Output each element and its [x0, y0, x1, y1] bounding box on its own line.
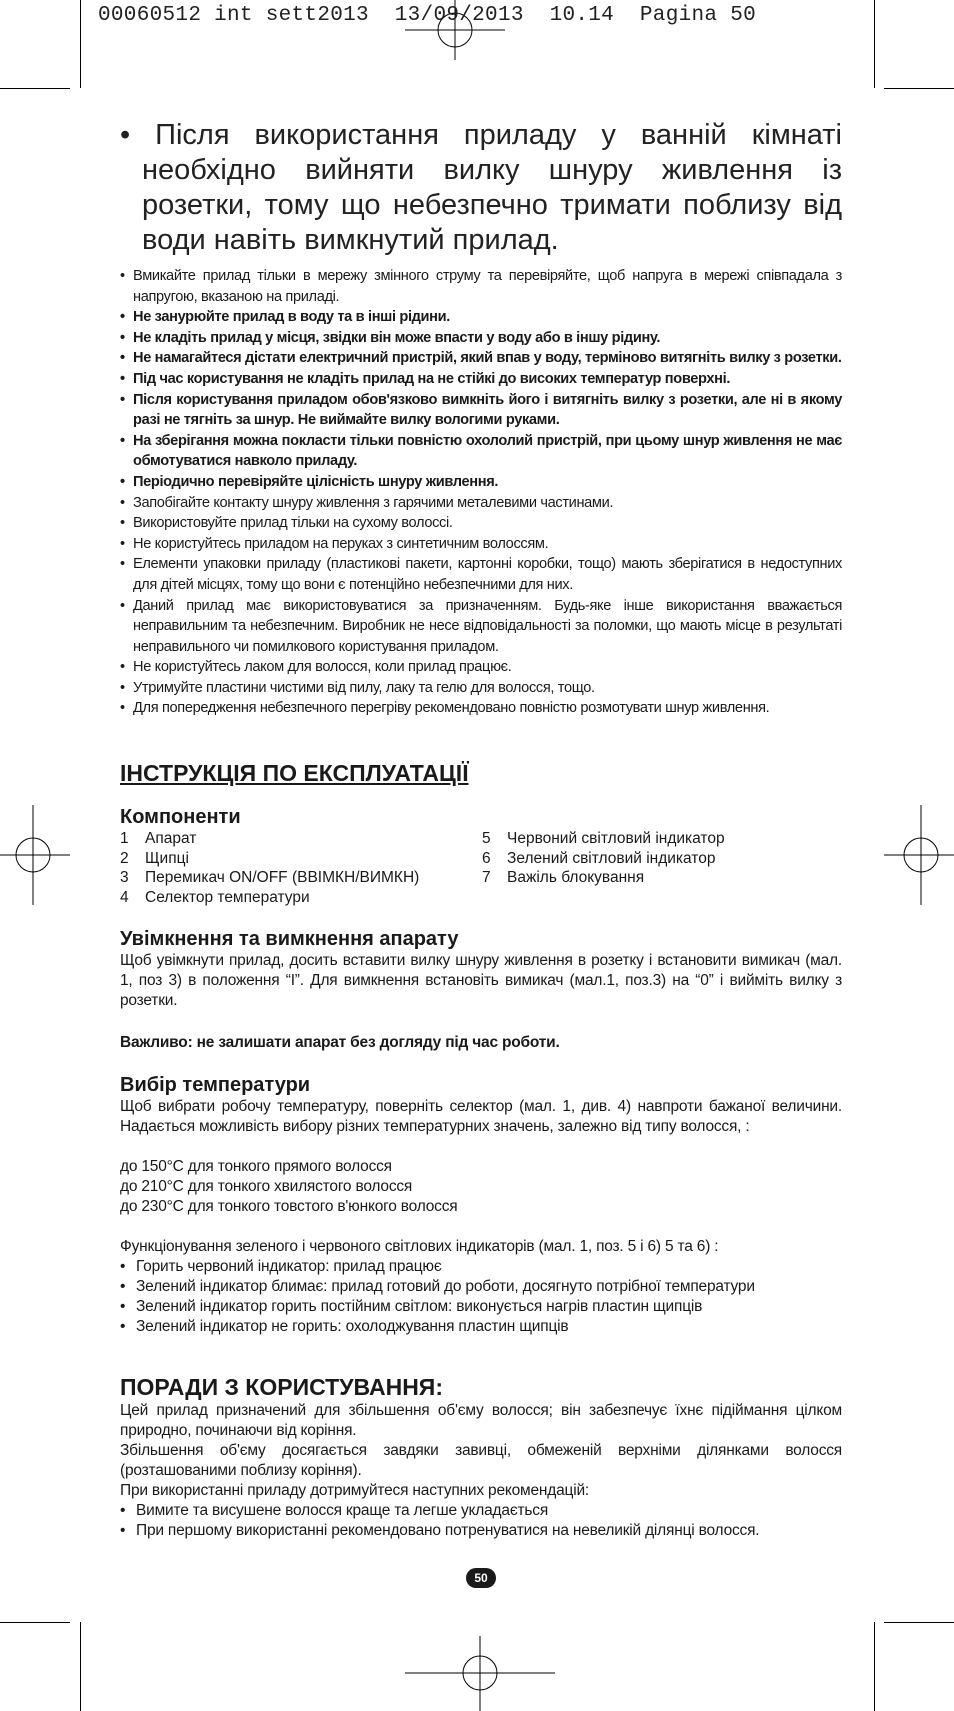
- safety-item: • Під час користування не кладіть прилад на не стійкі до високих температур поверхні.: [120, 369, 842, 390]
- safety-item: • Не намагайтеся дістати електричний пристрій, який впав у воду, терміново витягніть вилку з розетки.: [120, 348, 842, 369]
- component-label: Селектор температури: [145, 888, 310, 906]
- component-item: [120, 829, 482, 849]
- component-number: 6: [482, 849, 491, 867]
- component-number: 5: [482, 830, 491, 848]
- crop-mark-bottom-left-h: [0, 1622, 70, 1623]
- print-header: 00060512 int sett2013 13/09/2013 10.14 Pagina 50: [98, 4, 757, 27]
- tips-paragraph: Цей прилад призначений для збільшення об'єму волосся; він забезпечує їхнє підіймання цілком природно, починаючи від коріння.: [120, 1402, 842, 1440]
- temperature-levels: [120, 1157, 842, 1217]
- indicators-intro: Функціонування зеленого і червоного світлових індикаторів (мал. 1, поз. 5 і 6) 5 та 6) :: [120, 1238, 719, 1256]
- tips-paragraph: Збільшення об'єму досягається завдяки завивці, обмеженій верхніми ділянками волосся (розташованими поблизу коріння).: [120, 1442, 842, 1480]
- power-text: Щоб увімкнути прилад, досить вставити вилку шнуру живлення в розетку і встановити вимикач (мал. 1, поз 3) в положення “I”. Для вимкнення встановіть вимикач (мал.1, поз.3) на “0” і вийміть вилку з розетки.: [120, 952, 842, 1010]
- indicator-list: [120, 1257, 842, 1337]
- indicator-item: • Зелений індикатор не горить: охолоджування пластин щипців: [120, 1317, 842, 1337]
- tips-paragraphs: [120, 1401, 842, 1501]
- component-item: [120, 868, 482, 888]
- components-list: [120, 829, 842, 907]
- safety-item: • Утримуйте пластини чистими від пилу, лаку та гелю для волосся, тощо.: [120, 678, 842, 699]
- components-column-2: [482, 829, 725, 907]
- safety-item: • Періодично перевіряйте цілісність шнуру живлення.: [120, 472, 842, 493]
- lead-warning: • Після використання приладу у ванній кімнаті необхідно вийняти вилку шнуру живлення із розетки, тому що небезпечно тримати поблизу від води навіть вимкнутий прилад.: [120, 119, 842, 256]
- safety-item: • Використовуйте прилад тільки на сухому волоссі.: [120, 513, 842, 534]
- components-heading: Компоненти: [120, 806, 241, 829]
- indicator-item: • Зелений індикатор горить постійним світлом: виконується нагрів пластин щипців: [120, 1297, 842, 1317]
- component-item: [482, 849, 725, 869]
- temperature-level: до 150°C для тонкого прямого волосся: [120, 1158, 392, 1176]
- component-number: 1: [120, 830, 129, 848]
- component-item: [120, 849, 482, 869]
- temperature-level: до 210°C для тонкого хвилястого волосся: [120, 1178, 413, 1196]
- component-number: 7: [482, 869, 491, 887]
- safety-item: • Даний прилад має використовуватися за призначенням. Будь-яке інше використання вважається неправильним та небезпечним. Виробник не несе відповідальності за поломки, що мають місце в результаті неправильного чи помилкового користування приладом.: [120, 596, 842, 658]
- tips-paragraph: При використанні приладу дотримуйтеся наступних рекомендацій:: [120, 1482, 590, 1500]
- power-important: Важливо: не залишати апарат без догляду під час роботи.: [120, 1034, 560, 1052]
- component-label: Зелений світловий індикатор: [507, 849, 716, 867]
- component-item: [120, 888, 482, 908]
- registration-mark-bottom-icon: [405, 1636, 555, 1711]
- crop-mark-bottom-right-h: [884, 1622, 954, 1623]
- component-number: 2: [120, 849, 129, 867]
- temperature-heading: Вибір температури: [120, 1074, 311, 1097]
- component-item: [482, 829, 725, 849]
- page-content: [120, 118, 842, 1541]
- safety-item: • Не занурюйте прилад в воду та в інші рідини.: [120, 307, 842, 328]
- component-item: [482, 868, 725, 888]
- safety-item: • Елементи упаковки приладу (пластикові пакети, картонні коробки, тощо) мають зберігатися в недоступних для дітей місцях, тому що вони є потенційно небезпечними для них.: [120, 554, 842, 595]
- crop-mark-top-right-v: [874, 0, 875, 88]
- component-number: 3: [120, 869, 129, 887]
- temperature-text: Щоб вибрати робочу температуру, поверніть селектор (мал. 1, див. 4) навпроти бажаної величини. Надається можливість вибору різних температурних значень, залежно від типу волосся, :: [120, 1098, 842, 1136]
- tips-item: • Вимите та висушене волосся краще та легше укладається: [120, 1501, 842, 1521]
- safety-list: [120, 266, 842, 719]
- component-label: Щипці: [145, 849, 189, 867]
- safety-item: • Для попередження небезпечного перегріву рекомендовано повністю розмотувати шнур живлення.: [120, 698, 842, 719]
- page-number-badge: 50: [466, 1568, 496, 1588]
- temperature-level: до 230°C для тонкого товстого в'юнкого волосся: [120, 1198, 458, 1216]
- registration-mark-left-icon: [0, 805, 70, 905]
- crop-mark-bottom-right-v: [874, 1622, 875, 1711]
- crop-mark-top-left-h: [0, 88, 70, 89]
- component-label: Перемикач ON/OFF (ВВІМКН/ВИМКН): [145, 869, 420, 887]
- safety-item: • Не кладіть прилад у місця, звідки він може впасти у воду або в іншу рідину.: [120, 328, 842, 349]
- component-label: Червоний світловий індикатор: [507, 830, 725, 848]
- safety-item: • Вмикайте прилад тільки в мережу змінного струму та перевіряйте, щоб напруга в мережі співпадала з напругою, вказаною на приладі.: [120, 266, 842, 307]
- component-label: Важіль блокування: [507, 869, 645, 887]
- safety-item: • На зберігання можна покласти тільки повністю охололий пристрій, при цьому шнур живлення не має обмотуватися навколо приладу.: [120, 431, 842, 472]
- safety-item: • Не користуйтесь приладом на перуках з синтетичним волоссям.: [120, 534, 842, 555]
- component-number: 4: [120, 888, 129, 906]
- tips-heading: ПОРАДИ З КОРИСТУВАННЯ:: [120, 1374, 443, 1401]
- crop-mark-top-right-h: [884, 88, 954, 89]
- crop-mark-top-left-v: [80, 0, 81, 88]
- components-column-1: [120, 829, 482, 907]
- component-label: Апарат: [145, 830, 197, 848]
- safety-item: • Запобігайте контакту шнуру живлення з гарячими металевими частинами.: [120, 493, 842, 514]
- power-heading: Увімкнення та вимкнення апарату: [120, 928, 459, 951]
- registration-mark-right-icon: [884, 805, 954, 905]
- crop-mark-bottom-left-v: [80, 1622, 81, 1711]
- indicator-item: • Зелений індикатор блимає: прилад готовий до роботи, досягнуто потрібної температури: [120, 1277, 842, 1297]
- safety-item: • Не користуйтесь лаком для волосся, коли прилад працює.: [120, 657, 842, 678]
- safety-item: • Після користування приладом обов'язково вимкніть його і витягніть вилку з розетки, але ні в якому разі не тягніть за шнур. Не виймайте вилку вологими руками.: [120, 390, 842, 431]
- indicator-item: • Горить червоний індикатор: прилад працює: [120, 1257, 842, 1277]
- instructions-heading: ІНСТРУКЦІЯ ПО ЕКСПЛУАТАЦІЇ: [120, 760, 469, 787]
- tips-item: • При першому використанні рекомендовано потренуватися на невеликій ділянці волосся.: [120, 1521, 842, 1541]
- tips-list: [120, 1501, 842, 1541]
